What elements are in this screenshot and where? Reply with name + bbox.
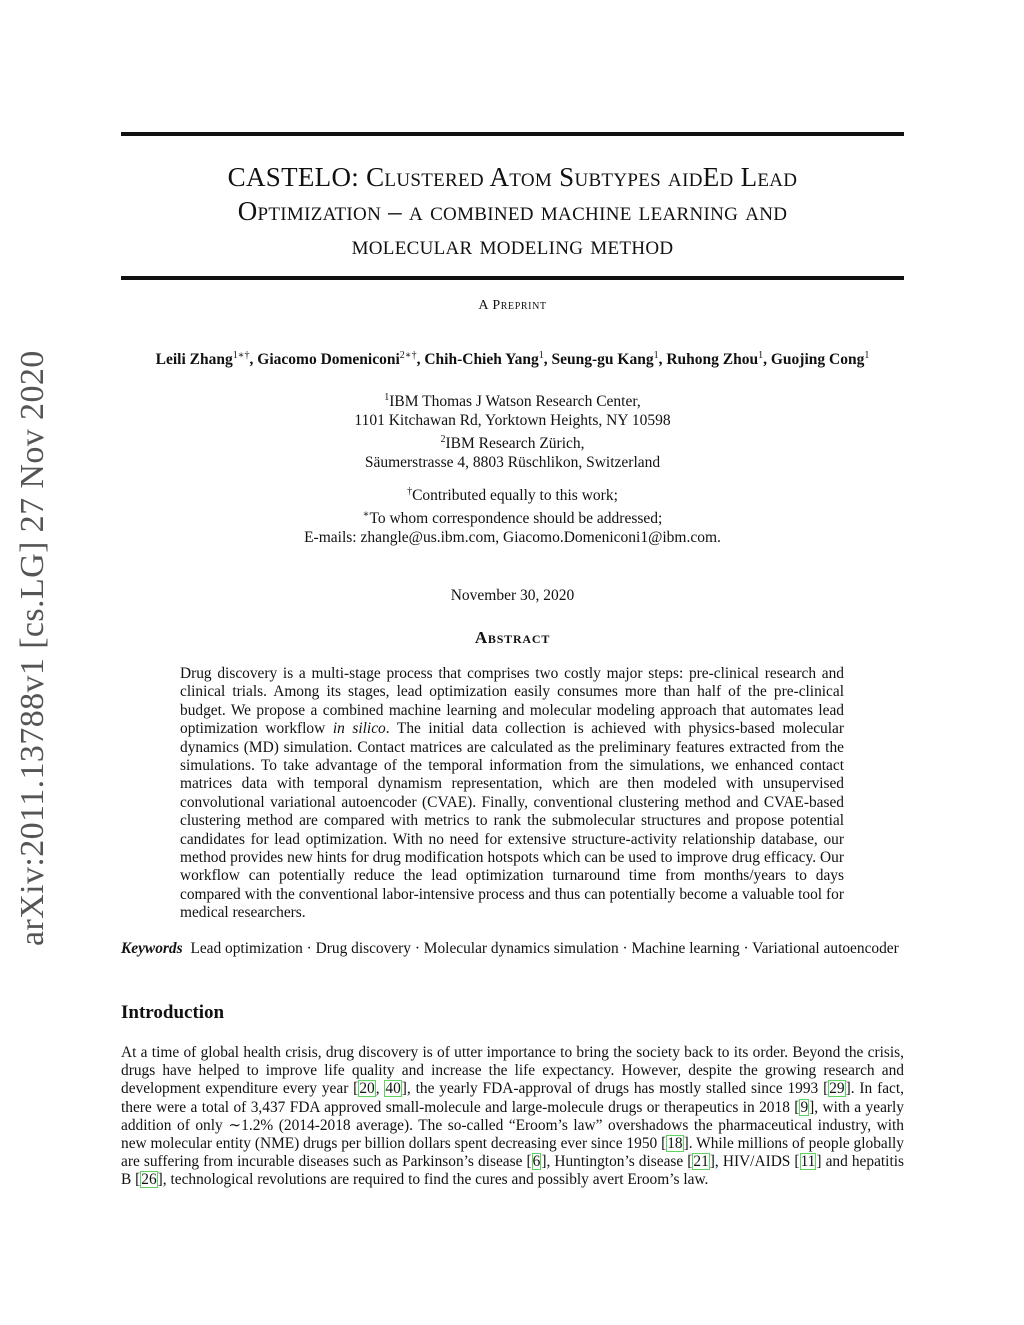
citation-link[interactable]: 21 bbox=[693, 1153, 709, 1171]
affiliations bbox=[121, 388, 904, 472]
keywords bbox=[121, 940, 904, 958]
affiliation-1-address: 1101 Kitchawan Rd, Yorktown Heights, NY 10598 bbox=[354, 412, 671, 430]
author-affiliation-mark: 1 bbox=[864, 350, 870, 361]
abstract-italic-term: in silico bbox=[332, 720, 386, 738]
preprint-label: A Preprint bbox=[478, 298, 547, 313]
author-affiliation-mark: 1∗† bbox=[232, 350, 250, 361]
author-affiliation-mark: 1 bbox=[538, 350, 544, 361]
title-rule-top bbox=[121, 132, 904, 136]
citation-link[interactable]: 40 bbox=[385, 1080, 401, 1098]
section-title-introduction: Introduction bbox=[121, 1002, 225, 1023]
abstract-text: Drug discovery is a multi-stage process that comprises two costly major steps: pre-clinical research and clinical trials. Among its stages, lead optimization easily consumes more than half of the pre-clinical budget. We propose a combined machine learning and molecular modeling approach that automates lead optimization workflow in silico. The initial data collection is achieved with physics-based molecular dynamics (MD) simulation. Contact matrices are calculated as the preliminary features extracted from the simulations. To take advantage of the temporal information from the simulations, we enhanced contact matrices data with temporal dynamism representation, which are then modeled with unsupervised convolutional variational autoencoder (CVAE). Finally, conventional clustering method and CVAE-based clustering method are compared with metrics to rank the submolecular structures and propose potential candidates for lead optimization. With no need for extensive structure-activity relationship database, our method provides new hints for drug modification hotspots which can be used to improve drug efficacy. Our workflow can potentially reduce the lead optimization turnaround time from months/years to days compared with the conventional labor-intensive process and thus can potentially become a valuable tool for medical researchers. bbox=[180, 665, 844, 922]
author-name: Leili Zhang bbox=[155, 351, 233, 369]
title-rule-bottom bbox=[121, 276, 904, 280]
correspondence-note: ∗To whom correspondence should be addressed; bbox=[362, 509, 663, 528]
author-name: Seung-gu Kang bbox=[551, 351, 654, 369]
affiliation-2-name: $^2$IBM Research Zürich, bbox=[440, 434, 585, 453]
title-line-3: molecular modeling method bbox=[351, 230, 674, 260]
citation-link[interactable]: 11 bbox=[800, 1153, 816, 1171]
keywords-label: Keywords bbox=[121, 940, 183, 957]
author-affiliation-mark: 2∗† bbox=[399, 350, 417, 361]
citation-link[interactable]: 29 bbox=[829, 1080, 845, 1098]
contact-emails: E-mails: zhangle@us.ibm.com, Giacomo.Domeniconi1@ibm.com. bbox=[304, 529, 721, 547]
affiliation-2-address: Säumerstrasse 4, 8803 Rüschlikon, Switzerland bbox=[364, 454, 661, 472]
author-affiliation-mark: 1 bbox=[758, 350, 764, 361]
citation-link[interactable]: 9 bbox=[800, 1098, 809, 1116]
author-list: Leili Zhang$^{1∗\dagger}$, Giacomo Domeniconi$^{2∗\dagger}$, Chih-Chieh Yang$^1$, Seung-gu Kang$^1$, Ruhong Zhou$^1$, Guojing Cong$^1$ bbox=[155, 350, 870, 369]
author-name: Giacomo Domeniconi bbox=[257, 351, 400, 369]
arxiv-identifier-stamp: arXiv:2011.13788v1 [cs.LG] 27 Nov 2020 bbox=[14, 350, 51, 946]
equal-contribution-note: †Contributed equally to this work; bbox=[407, 486, 618, 505]
introduction-paragraph: At a time of global health crisis, drug discovery is of utter importance to bring the society back to its order. Beyond the crisis, drugs have helped to improve life quality and increase the life expectancy. However, despite the growing research and development expenditure every year [20, 40], the yearly FDA-approval of drugs has mostly stalled since 1993 [29]. In fact, there were a total of 3,437 FDA approved small-molecule and large-molecule drugs or therapeutics in 2018 [9], with a yearly addition of only ∼1.2% (2014-2018 average). The so-called “Eroom’s law” overshadows the pharmaceutical industry, with new molecular entity (NME) drugs per billion dollars spent decreasing ever since 1950 [18]. While millions of people globally are suffering from incurable diseases such as Parkinson’s disease [6], Huntington’s disease [21], HIV/AIDS [11] and hepatitis B [26], technological revolutions are required to find the cures and possibly avert Eroom’s law. bbox=[121, 1044, 905, 1189]
citation-link[interactable]: 26 bbox=[141, 1171, 157, 1189]
author-name: Ruhong Zhou bbox=[666, 351, 759, 369]
citation-link[interactable]: 18 bbox=[667, 1135, 683, 1153]
author-name: Chih-Chieh Yang bbox=[424, 351, 539, 369]
keywords-list: Lead optimization · Drug discovery · Molecular dynamics simulation · Machine learning · Variational autoencoder bbox=[190, 940, 899, 957]
author-notes bbox=[121, 482, 904, 547]
author-affiliation-mark: 1 bbox=[653, 350, 659, 361]
citation-link[interactable]: 6 bbox=[532, 1153, 541, 1171]
title-line-1: CASTELO: Clustered Atom Subtypes aidEd Lead bbox=[227, 162, 798, 192]
publication-date: November 30, 2020 bbox=[450, 587, 575, 604]
author-name: Guojing Cong bbox=[770, 351, 865, 369]
affiliation-1-name: $^1$IBM Thomas J Watson Research Center, bbox=[384, 392, 641, 411]
paper-title bbox=[121, 160, 904, 262]
abstract-heading: Abstract bbox=[474, 628, 551, 647]
citation-link[interactable]: 20 bbox=[359, 1080, 375, 1098]
title-line-2: Optimization – a combined machine learning and bbox=[237, 196, 788, 226]
